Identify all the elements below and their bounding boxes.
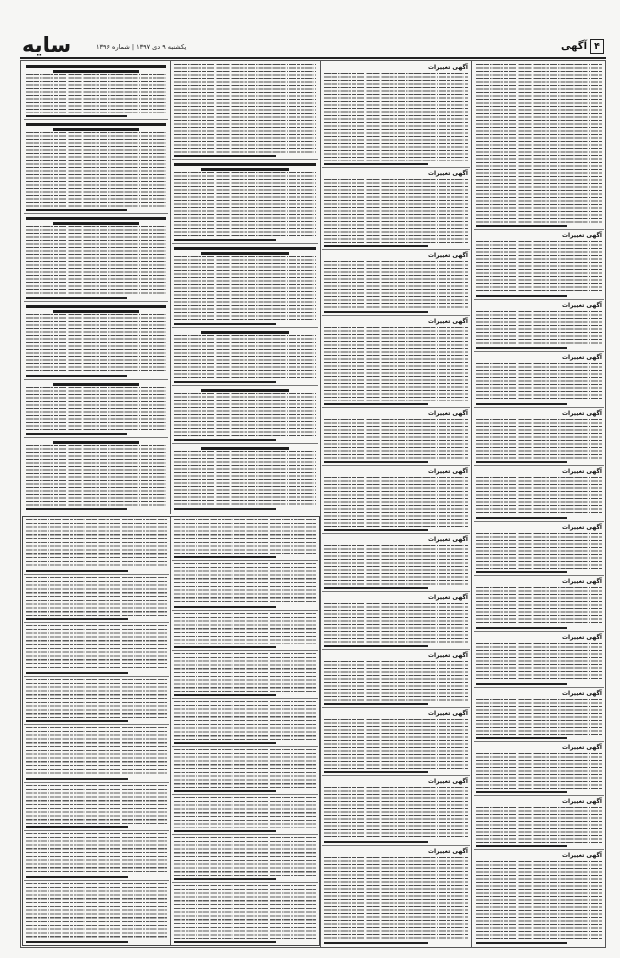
ad-signature-line [324, 461, 428, 463]
ad-block [322, 534, 470, 592]
ad-heading: آگهی تغییرات [561, 354, 602, 361]
ad-heading-bar [201, 168, 289, 171]
ad-heading-bar [53, 128, 140, 131]
ad-heading: آگهی تغییرات [561, 302, 602, 309]
ad-heading-bar [53, 222, 140, 225]
ad-heading: آگهی تغییرات [561, 468, 602, 475]
ad-heading: آگهی تغییرات [427, 778, 468, 785]
notice-entry [172, 651, 318, 699]
ad-signature-line [26, 433, 127, 435]
ad-text-lines [476, 753, 602, 789]
ad-text-lines [324, 545, 468, 585]
ad-text-lines [476, 363, 602, 401]
ad-block [24, 438, 168, 512]
ad-block [474, 408, 604, 466]
ad-block [322, 250, 470, 316]
ad-heading: آگهی تغییرات [561, 410, 602, 417]
notice-entry [172, 611, 318, 651]
ad-block [474, 850, 604, 946]
newspaper-logo: سایه [22, 33, 72, 57]
ad-text-lines [26, 132, 166, 207]
column-right [474, 62, 604, 946]
ad-heading-bar [26, 217, 166, 220]
ad-signature-line [324, 529, 428, 531]
ad-signature-line [476, 403, 567, 405]
ad-heading-bar [26, 305, 166, 308]
ad-signature-line [324, 771, 428, 773]
ad-heading: آگهی تغییرات [427, 710, 468, 717]
ad-block [322, 776, 470, 846]
ad-block [172, 160, 318, 244]
ad-text-lines [324, 603, 468, 643]
ad-block [474, 632, 604, 688]
ad-heading: آگهی تغییرات [427, 536, 468, 543]
ad-text-lines [476, 533, 602, 569]
notice-text-lines [174, 519, 316, 554]
notice-signature-line [174, 878, 276, 880]
ad-heading-bar [174, 247, 316, 250]
ad-text-lines [174, 393, 316, 437]
notice-signature-line [174, 790, 276, 792]
ad-signature-line [476, 461, 567, 463]
notice-signature-line [26, 876, 128, 878]
ad-text-lines [174, 451, 316, 506]
ad-block [172, 328, 318, 386]
column-divider [320, 61, 321, 947]
ad-text-lines [324, 261, 468, 309]
ad-block [172, 62, 318, 160]
notice-text-lines [26, 577, 167, 616]
boxed-notices-left [24, 517, 169, 945]
ad-text-lines [26, 387, 166, 431]
ad-block [322, 592, 470, 650]
ad-block [322, 708, 470, 776]
ad-heading-bar [53, 383, 140, 386]
ad-heading: آگهی تغییرات [427, 848, 468, 855]
notice-entry [24, 831, 169, 881]
ad-heading: آگهی تغییرات [561, 524, 602, 531]
notice-text-lines [26, 833, 167, 874]
ad-heading: آگهی تغییرات [561, 852, 602, 859]
ad-heading-bar [201, 252, 289, 255]
ad-block [474, 62, 604, 230]
notice-text-lines [26, 625, 167, 670]
ad-text-lines [476, 241, 602, 293]
ad-text-lines [324, 719, 468, 769]
ad-signature-line [174, 508, 276, 510]
ad-heading: آگهی تغییرات [427, 410, 468, 417]
ad-block [474, 352, 604, 408]
ad-signature-line [476, 571, 567, 573]
column-third [172, 62, 318, 512]
notice-entry [172, 835, 318, 883]
notice-entry [172, 747, 318, 795]
ad-signature-line [26, 115, 127, 117]
boxed-notices-right [172, 517, 318, 945]
ad-heading-bar [53, 310, 140, 313]
ad-text-lines [476, 861, 602, 940]
ad-block [24, 302, 168, 380]
ad-heading: آگهی تغییرات [561, 232, 602, 239]
notice-signature-line [174, 556, 276, 558]
notice-text-lines [26, 727, 167, 776]
ad-signature-line [324, 942, 428, 944]
ad-text-lines [324, 477, 468, 527]
notice-text-lines [174, 797, 316, 828]
ad-block [24, 120, 168, 214]
ad-text-lines [476, 587, 602, 625]
notice-entry [24, 725, 169, 783]
ad-signature-line [26, 297, 127, 299]
ad-signature-line [174, 323, 276, 325]
ad-signature-line [174, 239, 276, 241]
ad-signature-line [26, 375, 127, 377]
ad-signature-line [174, 381, 276, 383]
ad-heading-bar [201, 447, 289, 450]
ad-heading: آگهی تغییرات [427, 170, 468, 177]
notice-entry [24, 881, 169, 945]
ad-heading: آگهی تغییرات [427, 64, 468, 71]
ad-text-lines [324, 787, 468, 839]
ad-heading: آگهی تغییرات [561, 578, 602, 585]
notice-signature-line [26, 570, 128, 572]
ad-block [322, 316, 470, 408]
ad-heading: آگهی تغییرات [427, 652, 468, 659]
ad-text-lines [324, 73, 468, 161]
ad-text-lines [476, 477, 602, 515]
notice-text-lines [174, 701, 316, 740]
ad-block [474, 742, 604, 796]
page-number-box: ۴ [590, 39, 604, 54]
ad-signature-line [324, 403, 428, 405]
ad-signature-line [476, 845, 567, 847]
notice-entry [24, 575, 169, 623]
ad-text-lines [324, 661, 468, 701]
notice-text-lines [26, 883, 167, 939]
ad-heading-bar [26, 65, 166, 68]
column-divider [170, 61, 171, 514]
ad-text-lines [476, 64, 602, 223]
ad-signature-line [476, 942, 567, 944]
ad-block [474, 230, 604, 300]
ad-signature-line [26, 508, 127, 510]
notice-entry [172, 561, 318, 611]
notice-entry [172, 883, 318, 945]
ad-signature-line [476, 517, 567, 519]
ad-text-lines [476, 419, 602, 459]
notice-text-lines [174, 653, 316, 692]
notice-entry [24, 677, 169, 725]
ad-text-lines [324, 419, 468, 459]
notice-entry [172, 517, 318, 561]
ad-text-lines [324, 327, 468, 401]
ad-heading: آگهی تغییرات [561, 634, 602, 641]
ad-signature-line [324, 645, 428, 647]
issue-date-line: یکشنبه ۹ دی ۱۳۹۷ | شماره ۱۳۹۶ [96, 43, 187, 51]
notice-signature-line [174, 694, 276, 696]
ad-block [474, 522, 604, 576]
ad-signature-line [324, 587, 428, 589]
ad-text-lines [476, 807, 602, 843]
notice-signature-line [26, 672, 128, 674]
ad-block [322, 650, 470, 708]
ad-heading: آگهی تغییرات [561, 744, 602, 751]
notice-text-lines [174, 563, 316, 604]
notice-signature-line [174, 742, 276, 744]
ad-signature-line [174, 155, 276, 157]
ad-signature-line [324, 841, 428, 843]
box-divider [170, 517, 171, 945]
ad-block [172, 444, 318, 512]
ad-signature-line [476, 627, 567, 629]
notice-entry [24, 517, 169, 575]
ad-signature-line [174, 439, 276, 441]
notice-text-lines [174, 749, 316, 788]
column-second [322, 62, 470, 946]
ad-block [172, 244, 318, 328]
ad-signature-line [26, 209, 127, 211]
ad-text-lines [476, 699, 602, 735]
ad-heading-bar [53, 70, 140, 73]
ad-heading-bar [26, 123, 166, 126]
notice-entry [172, 699, 318, 747]
ad-heading-bar [53, 441, 140, 444]
notice-signature-line [26, 778, 128, 780]
ad-signature-line [324, 311, 428, 313]
notice-signature-line [174, 941, 276, 943]
ad-text-lines [26, 445, 166, 506]
ad-text-lines [26, 226, 166, 295]
ad-text-lines [26, 74, 166, 113]
ad-text-lines [174, 335, 316, 379]
ad-block [474, 576, 604, 632]
notice-signature-line [26, 720, 128, 722]
ad-signature-line [476, 225, 567, 227]
ad-heading: آگهی تغییرات [561, 690, 602, 697]
column-fourth [24, 62, 168, 512]
ad-signature-line [324, 245, 428, 247]
notice-text-lines [26, 679, 167, 718]
ad-block [322, 846, 470, 946]
ad-signature-line [476, 347, 567, 349]
notice-signature-line [26, 941, 128, 943]
notice-signature-line [26, 826, 128, 828]
notice-signature-line [174, 606, 276, 608]
ad-text-lines [26, 314, 166, 373]
notice-text-lines [26, 785, 167, 824]
notice-signature-line [174, 830, 276, 832]
ad-block [24, 62, 168, 120]
ad-block [322, 62, 470, 168]
ad-text-lines [174, 64, 316, 153]
boxed-notices [22, 516, 320, 946]
ad-heading-bar [201, 389, 289, 392]
ad-text-lines [476, 643, 602, 681]
ad-signature-line [324, 703, 428, 705]
ad-heading-bar [174, 163, 316, 166]
notice-text-lines [174, 613, 316, 644]
notice-text-lines [26, 519, 167, 568]
ad-block [322, 408, 470, 466]
ad-heading: آگهی تغییرات [427, 594, 468, 601]
ad-signature-line [476, 791, 567, 793]
ad-heading-bar [201, 331, 289, 334]
notice-signature-line [174, 646, 276, 648]
ad-block [474, 300, 604, 352]
ad-signature-line [324, 163, 428, 165]
ad-block [474, 688, 604, 742]
ad-block [322, 466, 470, 534]
column-divider [471, 61, 472, 947]
notice-signature-line [26, 618, 128, 620]
ad-text-lines [324, 179, 468, 243]
notice-entry [172, 795, 318, 835]
ad-block [322, 168, 470, 250]
ad-text-lines [324, 857, 468, 940]
ad-block [474, 466, 604, 522]
ad-block [24, 380, 168, 438]
notice-entry [24, 623, 169, 677]
ad-block [172, 386, 318, 444]
ad-text-lines [174, 256, 316, 321]
ad-heading: آگهی تغییرات [561, 798, 602, 805]
ad-signature-line [476, 737, 567, 739]
ad-text-lines [476, 311, 602, 345]
ad-block [474, 796, 604, 850]
ad-text-lines [174, 172, 316, 237]
masthead-rule [20, 57, 606, 59]
notice-text-lines [174, 837, 316, 876]
notice-text-lines [174, 885, 316, 939]
ad-heading: آگهی تغییرات [427, 252, 468, 259]
ad-signature-line [476, 683, 567, 685]
ad-block [24, 214, 168, 302]
ad-heading: آگهی تغییرات [427, 468, 468, 475]
ad-signature-line [476, 295, 567, 297]
ad-heading: آگهی تغییرات [427, 318, 468, 325]
section-title: آگهی [561, 41, 587, 52]
notice-entry [24, 783, 169, 831]
